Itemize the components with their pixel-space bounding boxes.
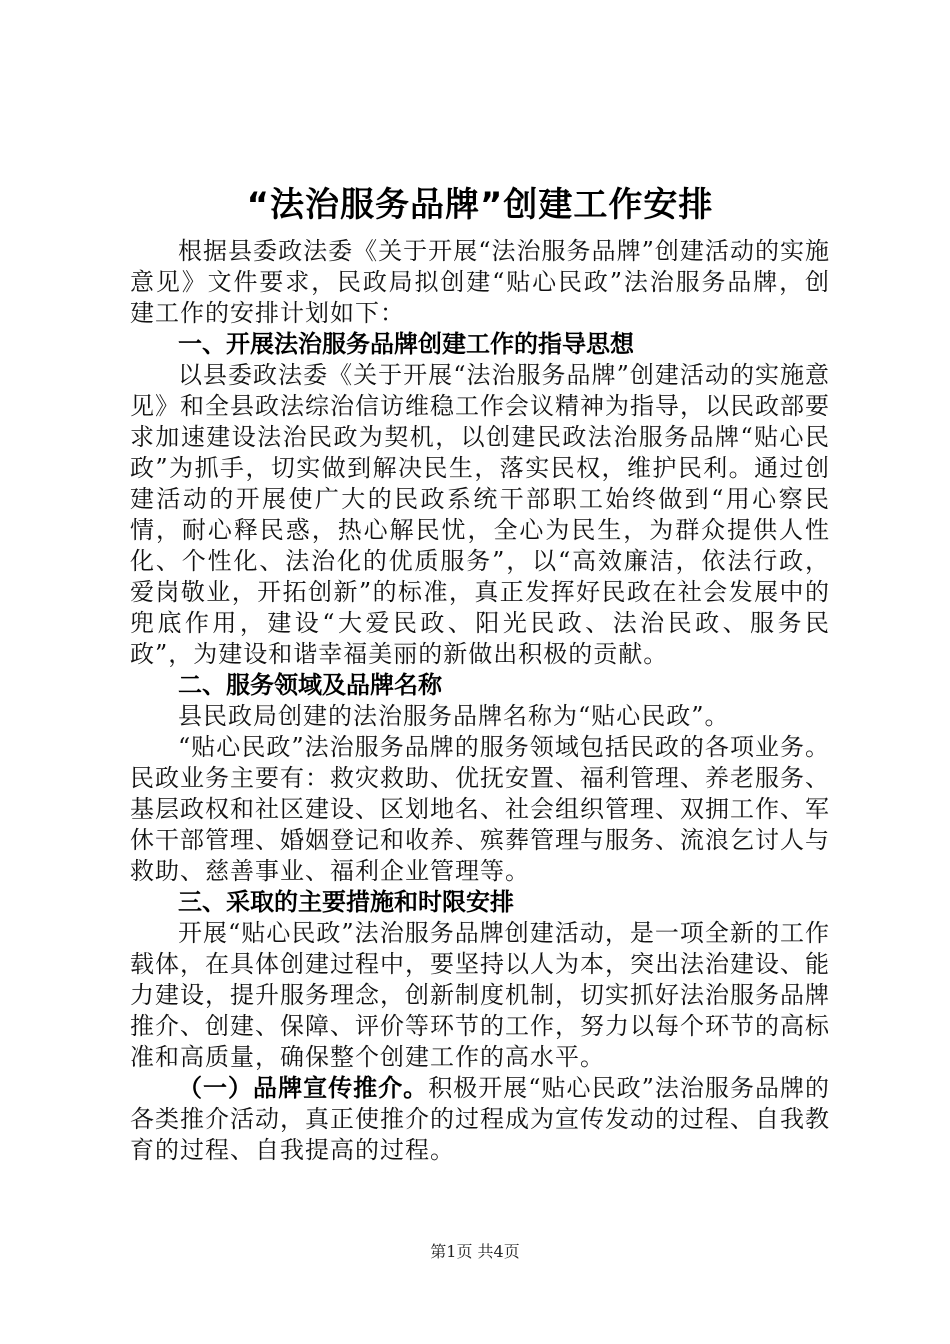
- intro-paragraph: 根据县委政法委《关于开展“法治服务品牌”创建活动的实施意见》文件要求，民政局拟创建“贴心民政”法治服务品牌，创建工作的安排计划如下：: [130, 237, 830, 327]
- document-body: [130, 236, 830, 1166]
- section-3-item-1-lead: （一）品牌宣传推介。: [178, 1074, 429, 1102]
- document-title: “法治服务品牌”创建工作安排: [246, 185, 714, 225]
- section-2-paragraph-2: “贴心民政”法治服务品牌的服务领域包括民政的各项业务。民政业务主要有：救灾救助、优抚安置、福利管理、养老服务、基层政权和社区建设、区划地名、社会组织管理、双拥工作、军休干部管理、婚姻登记和收养、殡葬管理与服务、流浪乞讨人与救助、慈善事业、福利企业管理等。: [130, 733, 830, 885]
- section-3-paragraph: 开展“贴心民政”法治服务品牌创建活动，是一项全新的工作载体，在具体创建过程中，要坚持以人为本，突出法治建设、能力建设，提升服务理念，创新制度机制，切实抓好法治服务品牌推介、创建、保障、评价等环节的工作，努力以每个环节的高标准和高质量，确保整个创建工作的高水平。: [130, 919, 830, 1071]
- section-2-paragraph-1: 县民政局创建的法治服务品牌名称为“贴心民政”。: [178, 702, 730, 730]
- section-3-heading: 三、采取的主要措施和时限安排: [178, 888, 514, 916]
- section-3-item-1-text: 积极开展“贴心民政”法治服务品牌的各类推介活动，真正使推介的过程成为宣传发动的过程、自我教育的过程、自我提高的过程。: [130, 1074, 831, 1164]
- section-1-paragraph: 以县委政法委《关于开展“法治服务品牌”创建活动的实施意见》和全县政法综治信访维稳工作会议精神为指导，以民政部要求加速建设法治民政为契机，以创建民政法治服务品牌“贴心民政”为抓手，切实做到解决民生，落实民权，维护民利。通过创建活动的开展使广大的民政系统干部职工始终做到“用心察民情，耐心释民惑，热心解民忧，全心为民生，为群众提供人性化、个性化、法治化的优质服务”，以“高效廉洁，依法行政，爱岗敬业，开拓创新”的标准，真正发挥好民政在社会发展中的兜底作用，建设“大爱民政、阳光民政、法治民政、服务民政”，为建设和谐幸福美丽的新做出积极的贡献。: [130, 361, 830, 668]
- page-footer: 第1页 共4页: [430, 1242, 520, 1261]
- section-1-heading: 一、开展法治服务品牌创建工作的指导思想: [178, 330, 634, 358]
- section-3-item-1: [130, 1073, 830, 1166]
- section-2-heading: 二、服务领域及品牌名称: [178, 671, 442, 699]
